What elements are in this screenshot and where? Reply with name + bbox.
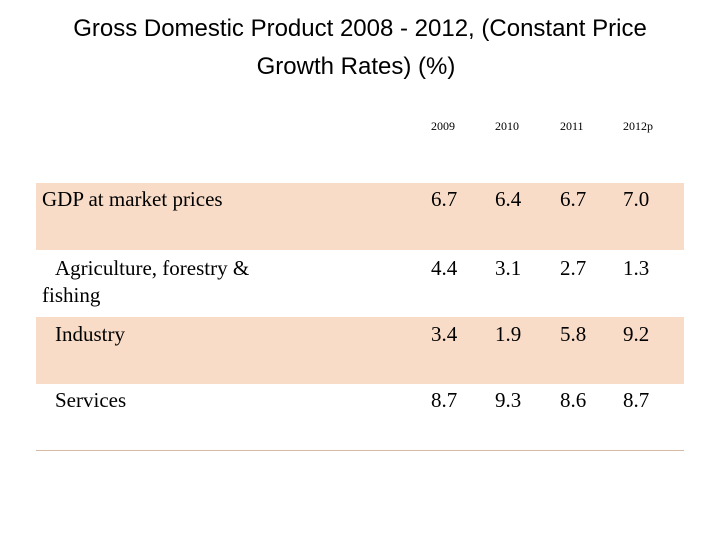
cell-industry-2009: 3.4 (431, 322, 458, 346)
table-row-services (36, 384, 684, 450)
cell-services-2010: 9.3 (495, 388, 522, 412)
row-label-services: Services (55, 388, 127, 412)
cell-gdp-2011: 6.7 (560, 187, 587, 211)
cell-services-2009: 8.7 (431, 388, 458, 412)
column-header-2012p: 2012p (623, 119, 653, 133)
cell-agriculture-2011: 2.7 (560, 256, 587, 280)
cell-agriculture-2010: 3.1 (495, 256, 522, 280)
title-line-1: Gross Domestic Product 2008 - 2012, (Constant Price (73, 15, 647, 42)
cell-services-2011: 8.6 (560, 388, 587, 412)
title-line-2: Growth Rates) (%) (256, 53, 456, 80)
row-label-gdp: GDP at market prices (42, 187, 223, 211)
cell-industry-2012p: 9.2 (623, 322, 650, 346)
cell-services-2012p: 8.7 (623, 388, 650, 412)
page-title (0, 10, 720, 86)
column-header-2011: 2011 (560, 119, 584, 133)
row-label-industry: Industry (55, 322, 125, 346)
cell-agriculture-2012p: 1.3 (623, 256, 650, 280)
column-header-2010: 2010 (495, 119, 519, 133)
table-bottom-rule (36, 450, 684, 451)
row-label-agriculture-line1: Agriculture, forestry & (55, 256, 250, 280)
row-label-agriculture-line2: fishing (42, 283, 101, 307)
cell-industry-2010: 1.9 (495, 322, 522, 346)
cell-gdp-2010: 6.4 (495, 187, 522, 211)
table-row-industry (36, 317, 684, 384)
cell-gdp-2012p: 7.0 (623, 187, 650, 211)
cell-gdp-2009: 6.7 (431, 187, 458, 211)
cell-industry-2011: 5.8 (560, 322, 587, 346)
cell-agriculture-2009: 4.4 (431, 256, 458, 280)
column-header-2009: 2009 (431, 119, 455, 133)
